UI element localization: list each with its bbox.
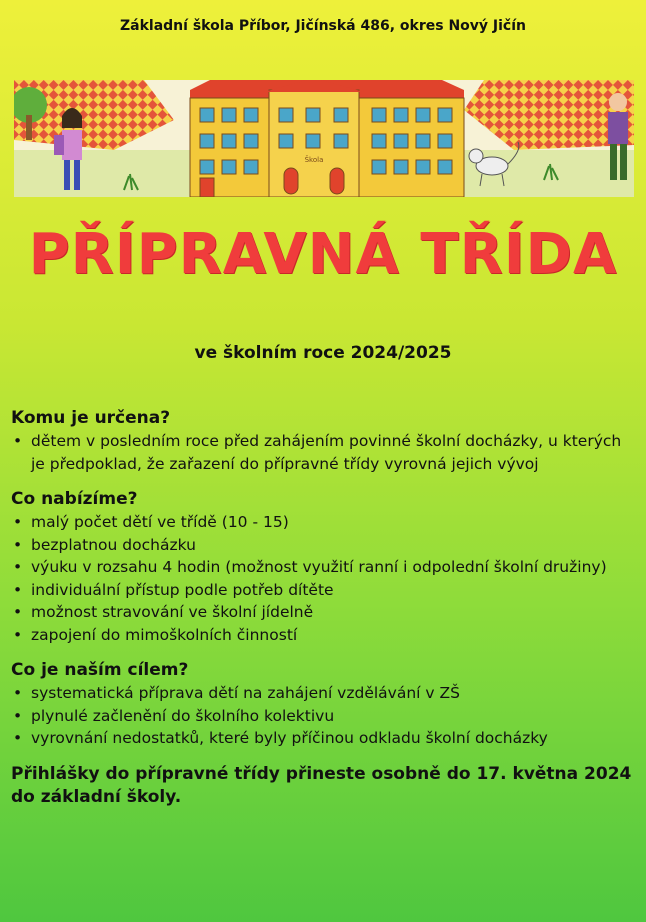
list-item: • individuální přístup podle potřeb dítěte bbox=[11, 579, 637, 602]
list-item: • bezplatnou docházku bbox=[11, 534, 637, 557]
section-goals bbox=[11, 659, 637, 750]
application-note: Přihlášky do přípravné třídy přineste osobně do 17. května 2024 do základní školy. bbox=[11, 763, 632, 807]
section-heading: Co je naším cílem? bbox=[11, 660, 189, 680]
bullet-list bbox=[11, 682, 637, 750]
school-building-icon bbox=[190, 80, 464, 197]
bullet-list bbox=[11, 430, 637, 475]
list-item: • plynulé začlenění do školního kolektivu bbox=[11, 705, 637, 728]
section-offer bbox=[11, 488, 637, 646]
list-item: • výuku v rozsahu 4 hodin (možnost využití ranní i odpolední školní družiny) bbox=[11, 556, 637, 579]
list-item: • vyrovnání nedostatků, které byly příčinou odkladu školní docházky bbox=[11, 727, 637, 750]
list-item: • možnost stravování ve školní jídelně bbox=[11, 601, 637, 624]
info-content bbox=[11, 407, 637, 809]
school-year: ve školním roce 2024/2025 bbox=[194, 343, 452, 363]
list-item: • zapojení do mimoškolních činností bbox=[11, 624, 637, 647]
list-item: • systematická příprava dětí na zahájení vzdělávání v ZŠ bbox=[11, 682, 637, 705]
school-header: Základní škola Příbor, Jičínská 486, okres Nový Jičín bbox=[120, 18, 526, 34]
page-title: PŘÍPRAVNÁ TŘÍDA bbox=[28, 222, 618, 287]
section-heading: Komu je určena? bbox=[11, 408, 171, 428]
bullet-list bbox=[11, 511, 637, 646]
section-target-group bbox=[11, 407, 637, 475]
list-item: • malý počet dětí ve třídě (10 - 15) bbox=[11, 511, 637, 534]
school-sign: Škola bbox=[304, 156, 324, 164]
list-item: • dětem v posledním roce před zahájením povinné školní docházky, u kterých je předpoklad, že zařazení do přípravné třídy vyrovná jejich vývoj bbox=[11, 430, 637, 475]
section-heading: Co nabízíme? bbox=[11, 489, 138, 509]
school-illustration bbox=[14, 80, 634, 197]
